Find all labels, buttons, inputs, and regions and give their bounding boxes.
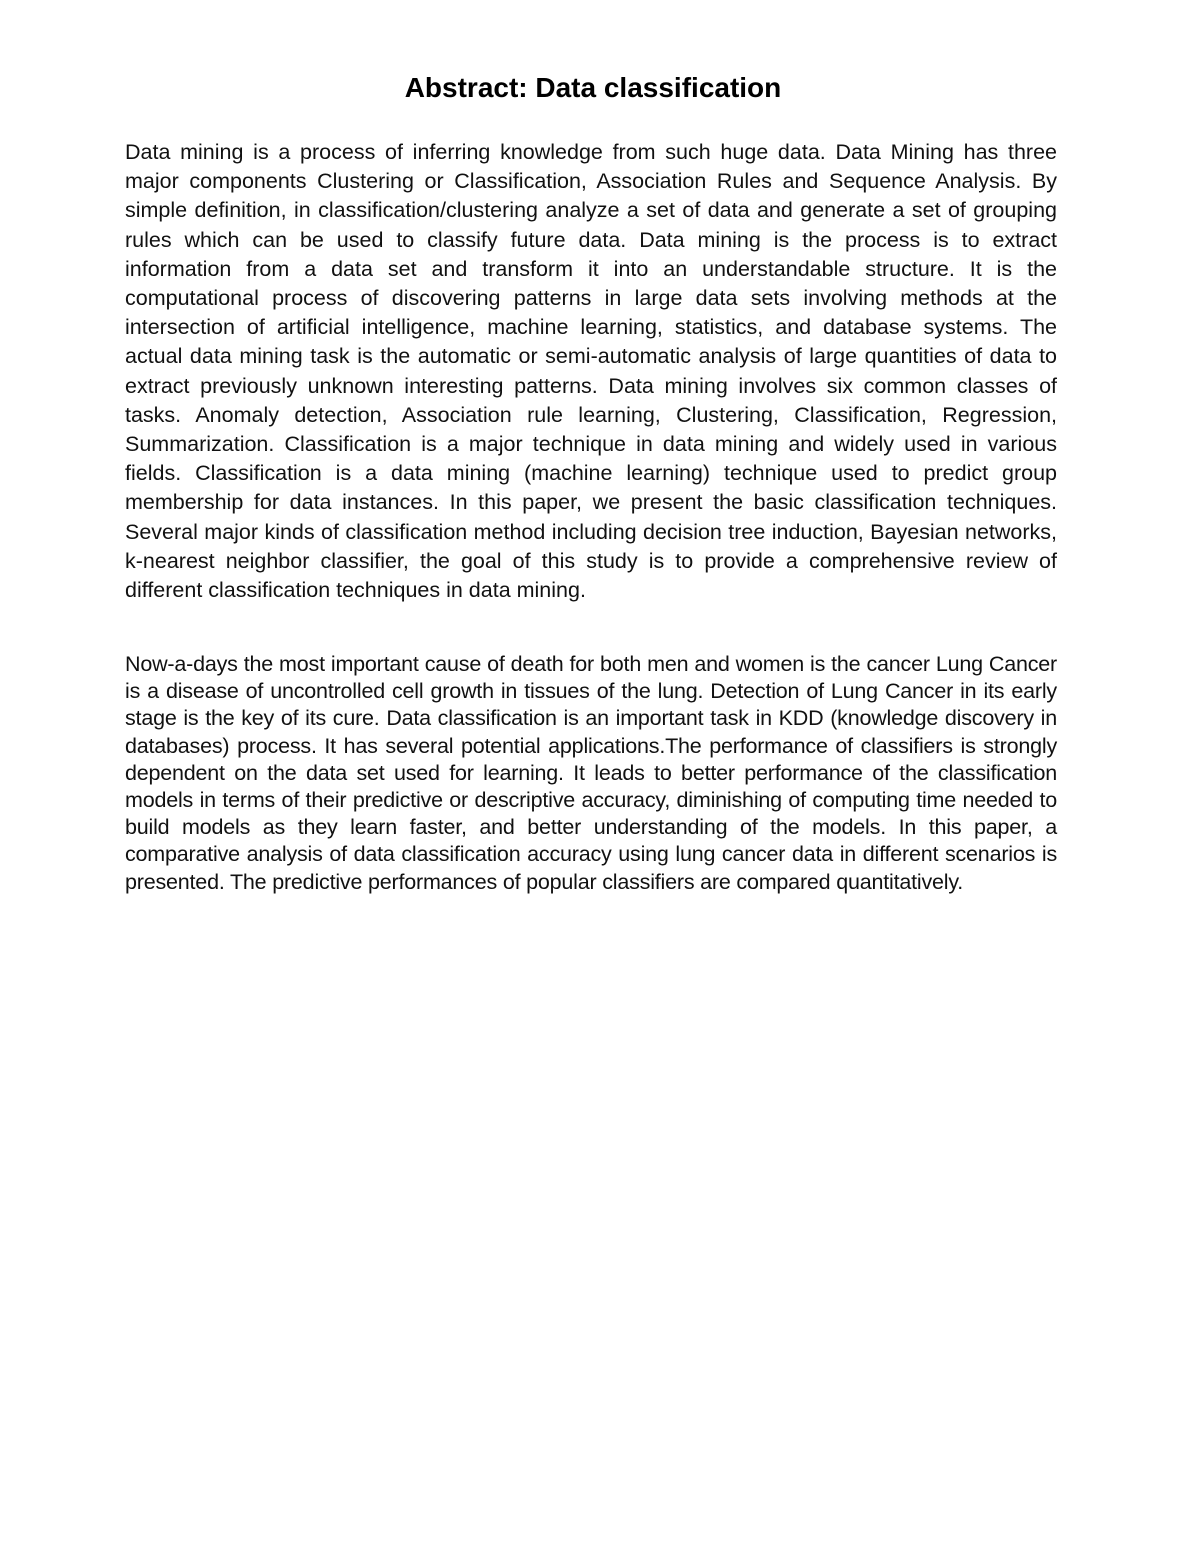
abstract-paragraph-2: Now-a-days the most important cause of death for both men and women is the cancer Lung Cancer is a disease of uncontrolled cell growth in tissues of the lung. Detection of Lung Cancer in its early stage is the key of its cure. Data classification is an important task in KDD (knowledge discovery in databases) process. It has several potential applications.The performance of classifiers is strongly dependent on the data set used for learning. It leads to better performance of the classification models in terms of their predictive or descriptive accuracy, diminishing of computing time needed to build models as they learn faster, and better understanding of the models. In this paper, a comparative analysis of data classification accuracy using lung cancer data in different scenarios is presented. The predictive performances of popular classifiers are compared quantitatively. <box>125 652 1057 894</box>
abstract-paragraph-1: Data mining is a process of inferring knowledge from such huge data. Data Mining has three major components Clustering or Classification, Association Rules and Sequence Analysis. By simple definition, in classification/clustering analyze a set of data and generate a set of grouping rules which can be used to classify future data. Data mining is the process is to extract information from a data set and transform it into an understandable structure. It is the computational process of discovering patterns in large data sets involving methods at the intersection of artificial intelligence, machine learning, statistics, and database systems. The actual data mining task is the automatic or semi-automatic analysis of large quantities of data to extract previously unknown interesting patterns. Data mining involves six common classes of tasks. Anomaly detection, Association rule learning, Clustering, Classification, Regression, Summarization. Classification is a major technique in data mining and widely used in various fields. Classification is a data mining (machine learning) technique used to predict group membership for data instances. In this paper, we present the basic classification techniques. Several major kinds of classification method including decision tree induction, Bayesian networks, k-nearest neighbor classifier, the goal of this study is to provide a comprehensive review of different classification techniques in data mining. <box>125 140 1057 603</box>
abstract-title: Abstract: Data classification <box>404 72 782 103</box>
